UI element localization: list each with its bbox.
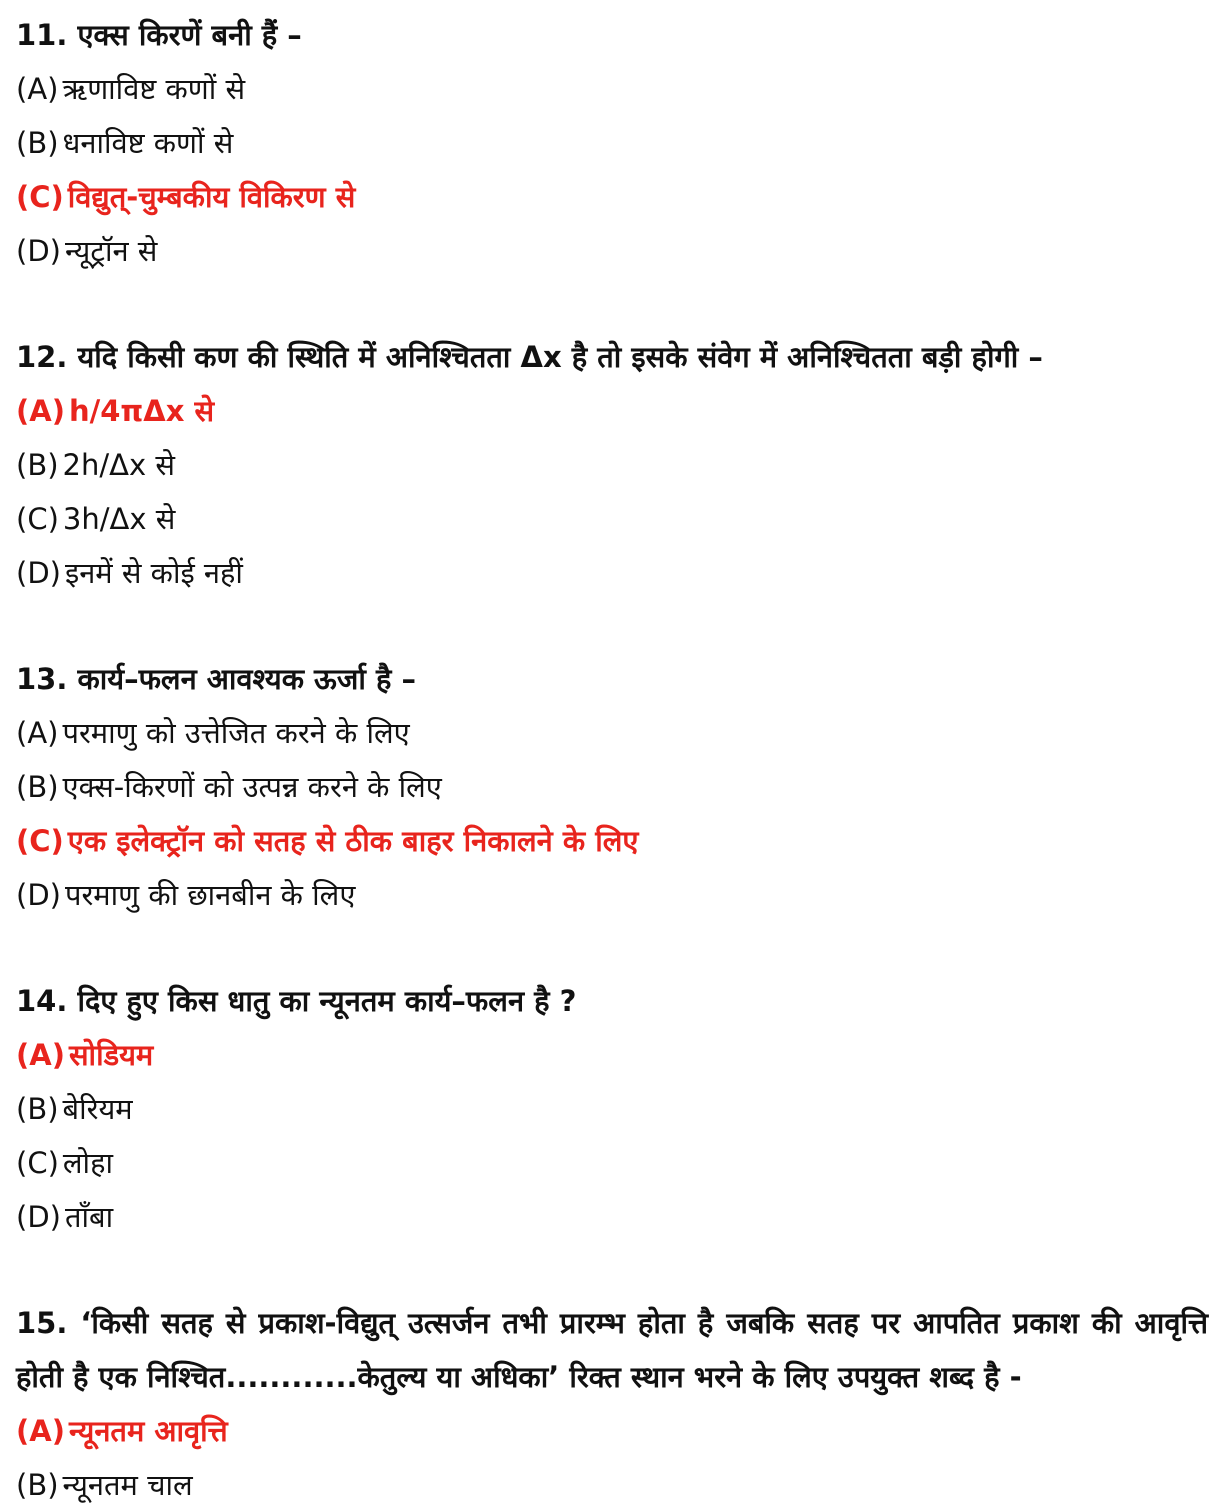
- question-13: [16, 652, 1208, 922]
- option-d: [16, 1190, 1208, 1244]
- question-sheet: [16, 0, 1208, 1512]
- option-a: [16, 706, 1208, 760]
- option-c: [16, 492, 1208, 546]
- option-a-correct: [16, 1028, 1208, 1082]
- option-a-correct: [16, 1404, 1208, 1458]
- option-d: [16, 224, 1208, 278]
- option-text: एक्स-किरणों को उत्पन्न करने के लिए: [62, 770, 442, 804]
- option-label: (C): [16, 180, 64, 214]
- option-text: 3h/Δx से: [62, 502, 176, 536]
- spacer: [16, 922, 1208, 974]
- option-c: [16, 1136, 1208, 1190]
- option-label: (B): [16, 448, 59, 482]
- option-a: [16, 62, 1208, 116]
- option-label: (B): [16, 126, 59, 160]
- option-text: परमाणु की छानबीन के लिए: [64, 878, 356, 912]
- option-text: ऋणाविष्ट कणों से: [62, 72, 246, 106]
- spacer: [16, 600, 1208, 652]
- spacer: [16, 1244, 1208, 1296]
- question-12: [16, 330, 1208, 600]
- option-label: (C): [16, 824, 64, 858]
- option-b: [16, 1082, 1208, 1136]
- spacer: [16, 278, 1208, 330]
- question-14: [16, 974, 1208, 1244]
- question-title: 14. दिए हुए किस धातु का न्यूनतम कार्य–फलन है ?: [16, 984, 577, 1018]
- question-title: 12. यदि किसी कण की स्थिति में अनिश्चितता Δx है तो इसके संवेग में अनिश्चितता बड़ी होगी –: [16, 340, 1043, 374]
- option-text: h/4πΔx से: [68, 394, 215, 428]
- option-label: (A): [16, 72, 59, 106]
- option-b: [16, 760, 1208, 814]
- option-label: (C): [16, 1146, 59, 1180]
- option-label: (A): [16, 716, 59, 750]
- option-text: परमाणु को उत्तेजित करने के लिए: [62, 716, 410, 750]
- option-label: (C): [16, 502, 59, 536]
- option-text: एक इलेक्ट्रॉन को सतह से ठीक बाहर निकालने के लिए: [67, 824, 639, 858]
- option-label: (D): [16, 878, 61, 912]
- option-label: (D): [16, 234, 61, 268]
- option-label: (B): [16, 1092, 59, 1126]
- option-text: ताँबा: [64, 1200, 114, 1234]
- question-title: 15. ‘किसी सतह से प्रकाश-विद्युत् उत्सर्जन तभी प्रारम्भ होता है जबकि सतह पर आपतित प्रकाश की आवृत्ति होती है एक निश्चित............केतुल्य या अधिका’ रिक्त स्थान भरने के लिए उपयुक्त शब्द है -: [16, 1306, 1208, 1394]
- option-b: [16, 1458, 1208, 1512]
- option-text: सोडियम: [68, 1038, 154, 1072]
- option-c-correct: [16, 814, 1208, 868]
- option-d: [16, 546, 1208, 600]
- option-label: (A): [16, 1414, 65, 1448]
- option-label: (B): [16, 1468, 59, 1502]
- question-title: 13. कार्य–फलन आवश्यक ऊर्जा है –: [16, 662, 416, 696]
- option-text: न्यूनतम चाल: [62, 1468, 193, 1502]
- question-title: 11. एक्स किरणें बनी हैं –: [16, 18, 302, 52]
- option-b: [16, 116, 1208, 170]
- option-text: 2h/Δx से: [62, 448, 175, 482]
- option-label: (D): [16, 1200, 61, 1234]
- option-text: बेरियम: [62, 1092, 133, 1126]
- option-label: (A): [16, 1038, 65, 1072]
- option-d: [16, 868, 1208, 922]
- option-label: (A): [16, 394, 65, 428]
- option-text: विद्युत्-चुम्बकीय विकिरण से: [67, 180, 356, 214]
- option-text: न्यूट्रॉन से: [64, 234, 158, 268]
- option-b: [16, 438, 1208, 492]
- option-label: (D): [16, 556, 61, 590]
- option-label: (B): [16, 770, 59, 804]
- option-text: इनमें से कोई नहीं: [64, 556, 243, 590]
- option-text: लोहा: [62, 1146, 113, 1180]
- option-a-correct: [16, 384, 1208, 438]
- option-text: धनाविष्ट कणों से: [62, 126, 234, 160]
- option-c-correct: [16, 170, 1208, 224]
- question-15: [16, 1296, 1208, 1512]
- option-text: न्यूनतम आवृत्ति: [68, 1414, 228, 1448]
- question-11: [16, 8, 1208, 278]
